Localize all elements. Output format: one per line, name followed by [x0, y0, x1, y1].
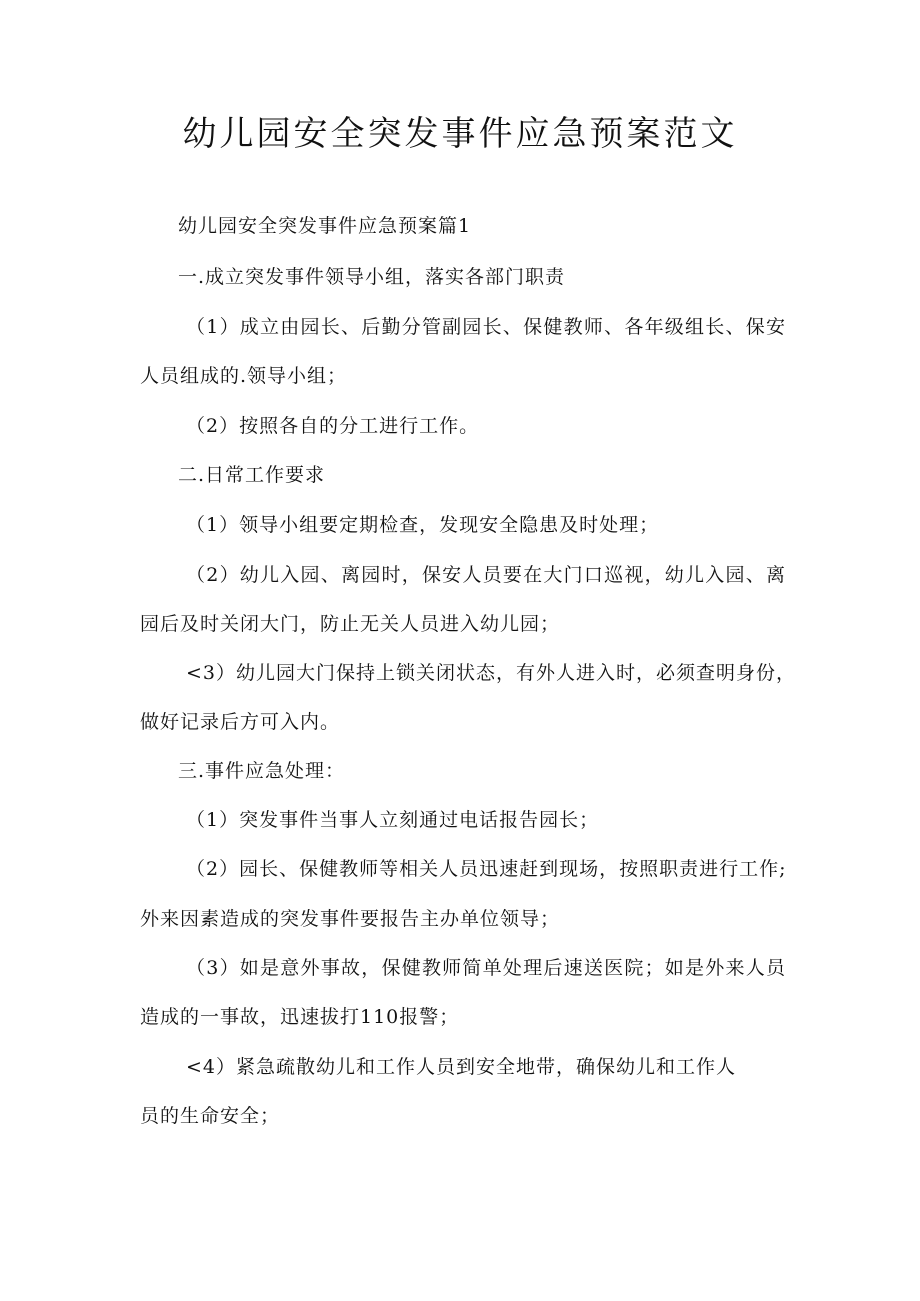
- paragraph-line: （1）突发事件当事人立刻通过电话报告园长；: [186, 809, 600, 831]
- paragraph-line: <3）幼儿园大门保持上锁关闭状态，有外人进入时，必须查明身份，: [186, 662, 797, 684]
- paragraph-line: 人员组成的.领导小组；: [140, 365, 348, 387]
- paragraph-line: 员的生命安全；: [140, 1105, 281, 1127]
- section-heading: 一.成立突发事件领导小组，落实各部门职责: [178, 266, 566, 288]
- paragraph-line: （2）幼儿入园、离园时，保安人员要在大门口巡视，幼儿入园、离: [186, 564, 786, 586]
- paragraph-line: （2）按照各自的分工进行工作。: [186, 415, 480, 437]
- section-heading: 幼儿园安全突发事件应急预案篇1: [178, 215, 472, 237]
- paragraph-line: （2）园长、保健教师等相关人员迅速赶到现场，按照职责进行工作;: [186, 858, 787, 880]
- paragraph-line: 外来因素造成的突发事件要报告主办单位领导；: [140, 908, 561, 930]
- paragraph-line: 园后及时关闭大门，防止无关人员进入幼儿园；: [140, 613, 561, 635]
- document-title: 幼儿园安全突发事件应急预案范文: [182, 114, 738, 154]
- paragraph-line: （3）如是意外事故，保健教师简单处理后速送医院；如是外来人员: [186, 957, 786, 979]
- section-heading: 三.事件应急处理：: [178, 760, 346, 782]
- paragraph-line: 造成的一事故，迅速拔打110报警；: [140, 1006, 460, 1028]
- section-heading: 二.日常工作要求: [178, 464, 326, 486]
- paragraph-line: 做好记录后方可入内。: [140, 711, 341, 733]
- paragraph-line: <4）紧急疏散幼儿和工作人员到安全地带，确保幼儿和工作人: [186, 1056, 737, 1078]
- paragraph-line: （1）成立由园长、后勤分管副园长、保健教师、各年级组长、保安: [186, 316, 786, 338]
- paragraph-line: （1）领导小组要定期检查，发现安全隐患及时处理；: [186, 514, 660, 536]
